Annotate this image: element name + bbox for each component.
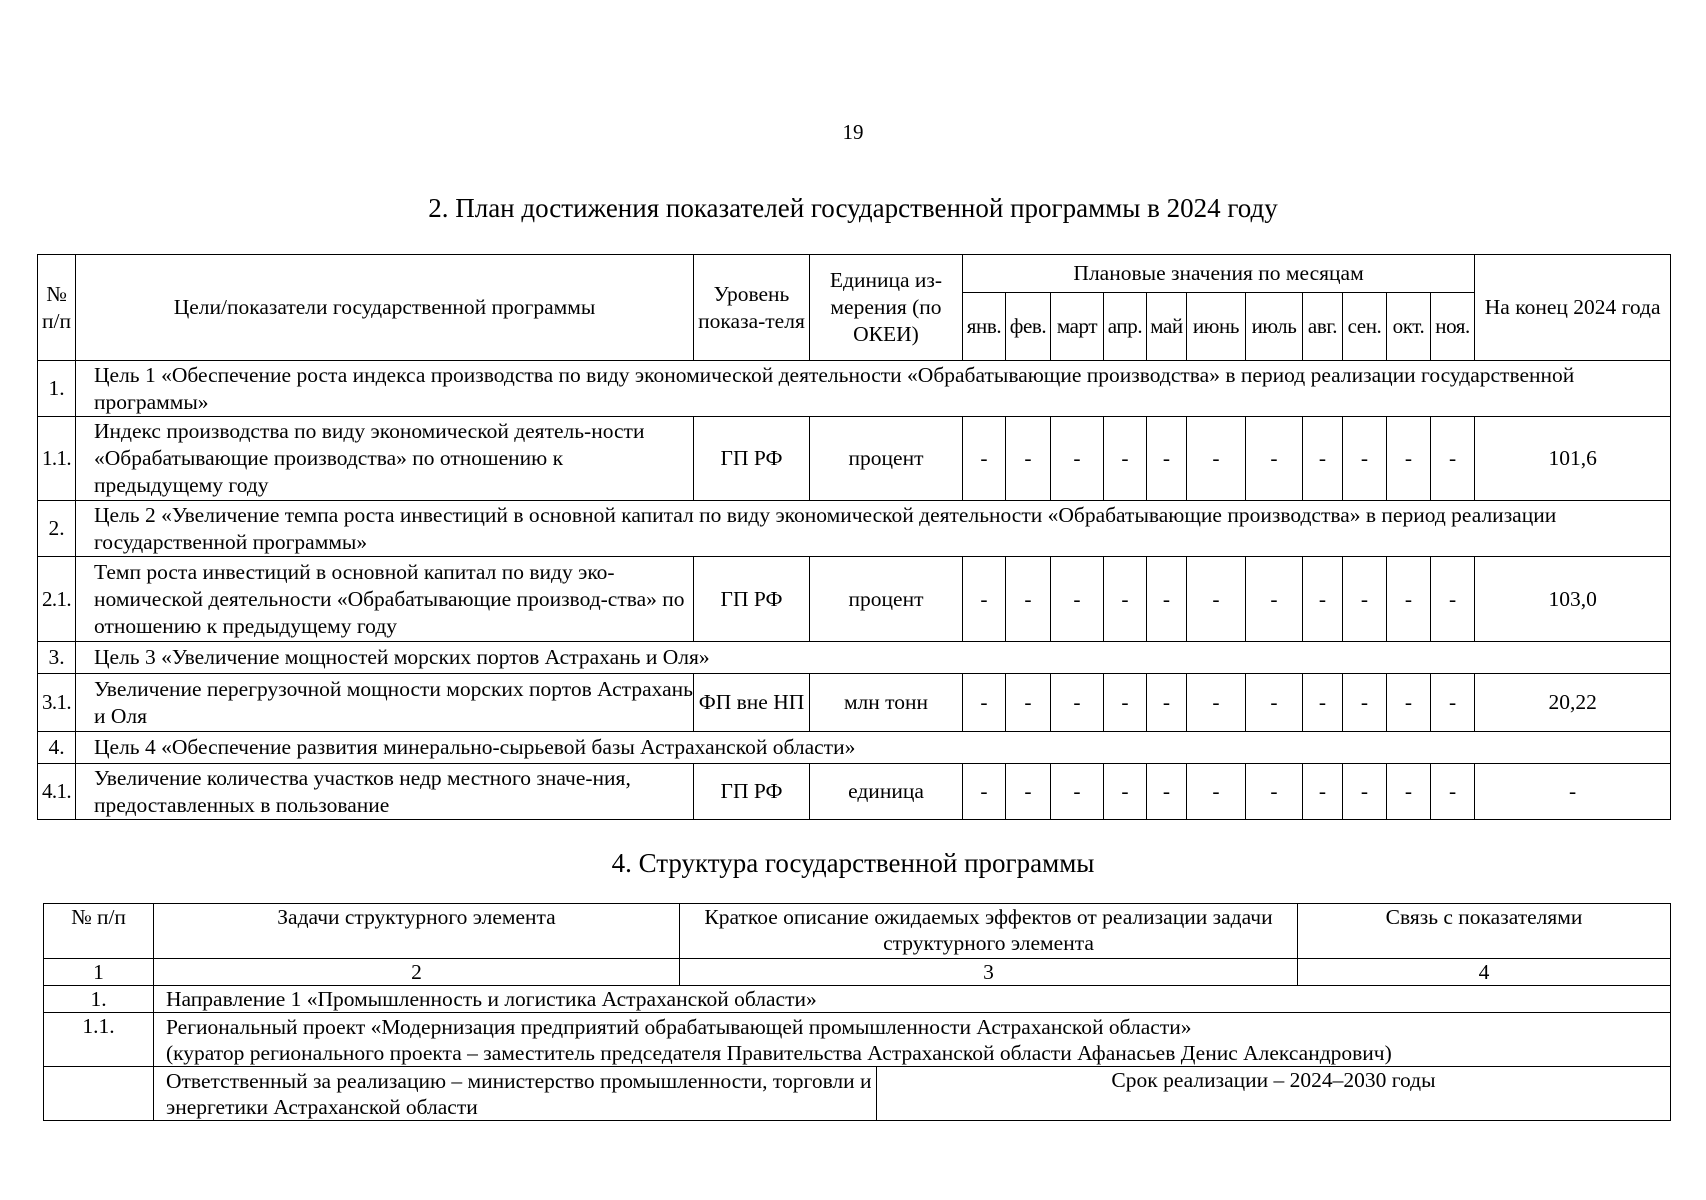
col-number: 1 — [44, 959, 154, 986]
goal-text: Цель 4 «Обеспечение развития минерально-сырьевой базы Астраханской области» — [76, 732, 1671, 764]
month-value: - — [1104, 417, 1147, 501]
month-value: - — [1387, 557, 1431, 642]
header-month: май — [1147, 293, 1187, 361]
header-year-end: На конец 2024 года — [1475, 255, 1671, 361]
indicator-row — [38, 764, 1671, 820]
indicator-name: Увеличение количества участков недр местного значе-ния, предоставленных в пользование — [76, 764, 694, 820]
month-value: - — [1387, 417, 1431, 501]
month-value: - — [1051, 557, 1104, 642]
indicator-unit: процент — [810, 557, 963, 642]
section4-title: 4. Структура государственной программы — [611, 848, 1095, 878]
month-value: - — [1343, 764, 1387, 820]
header-month: июль — [1246, 293, 1303, 361]
header-month: янв. — [963, 293, 1006, 361]
term-text: Срок реализации – 2024–2030 годы — [877, 1067, 1671, 1121]
indicator-level: ГП РФ — [694, 557, 810, 642]
header-link: Связь с показателями — [1298, 904, 1671, 959]
month-value: - — [1246, 764, 1303, 820]
month-value: - — [1147, 417, 1187, 501]
month-value: - — [1246, 557, 1303, 642]
row-num: 1. — [38, 361, 76, 417]
header-month: фев. — [1006, 293, 1051, 361]
goal-row — [38, 732, 1671, 764]
section2-title: 2. План достижения показателей государственной программы в 2024 году — [428, 193, 1278, 223]
indicator-row — [38, 417, 1671, 501]
month-value: - — [1246, 417, 1303, 501]
project-curator: (куратор регионального проекта – заместитель председателя Правительства Астраханской области Афанасьев Денис Александрович) — [166, 1040, 1392, 1065]
project-text — [154, 1013, 1671, 1067]
goal-text: Цель 3 «Увеличение мощностей морских портов Астрахань и Оля» — [76, 642, 1671, 674]
goal-row — [38, 642, 1671, 674]
month-value: - — [1006, 557, 1051, 642]
row-num: 3. — [38, 642, 76, 674]
indicator-row — [38, 674, 1671, 732]
year-end-value: 103,0 — [1475, 557, 1671, 642]
month-value: - — [1147, 557, 1187, 642]
month-value: - — [963, 417, 1006, 501]
header-month: апр. — [1104, 293, 1147, 361]
goal-text: Цель 2 «Увеличение темпа роста инвестиций в основной капитал по виду экономической деятельности «Обрабатывающие производства» в период реализации государственной программы» — [76, 501, 1671, 557]
month-value: - — [1343, 674, 1387, 732]
header-goals: Цели/показатели государственной программы — [76, 255, 694, 361]
col-number: 2 — [154, 959, 680, 986]
month-value: - — [1051, 764, 1104, 820]
year-end-value: 101,6 — [1475, 417, 1671, 501]
col-number: 3 — [680, 959, 1298, 986]
month-value: - — [1104, 764, 1147, 820]
indicator-level: ГП РФ — [694, 764, 810, 820]
row-num: 1. — [44, 986, 154, 1013]
header-num: № п/п — [44, 904, 154, 959]
month-value: - — [1303, 764, 1343, 820]
direction-text: Направление 1 «Промышленность и логистика Астраханской области» — [154, 986, 1671, 1013]
year-end-value: - — [1475, 764, 1671, 820]
month-value: - — [1431, 674, 1475, 732]
direction-row — [44, 986, 1671, 1013]
indicator-name: Индекс производства по виду экономической деятель-ности «Обрабатывающие производства» по отношению к предыдущему году — [76, 417, 694, 501]
month-value: - — [1051, 417, 1104, 501]
page-number: 19 — [842, 120, 864, 144]
month-value: - — [1343, 557, 1387, 642]
header-effects: Краткое описание ожидаемых эффектов от реализации задачи структурного элемента — [680, 904, 1298, 959]
project-row — [44, 1013, 1671, 1067]
goal-row — [38, 501, 1671, 557]
indicator-name: Увеличение перегрузочной мощности морских портов Астрахань и Оля — [76, 674, 694, 732]
month-value: - — [1006, 764, 1051, 820]
project-title: Региональный проект «Модернизация предприятий обрабатывающей промышленности Астраханской области» — [166, 1014, 1192, 1039]
responsible-row — [44, 1067, 1671, 1121]
row-num: 2. — [38, 501, 76, 557]
header-month: окт. — [1387, 293, 1431, 361]
indicator-unit: процент — [810, 417, 963, 501]
indicators-plan-table — [37, 254, 1671, 820]
header-month: июнь — [1187, 293, 1246, 361]
header-month: сен. — [1343, 293, 1387, 361]
header-level: Уровень показа-теля — [694, 255, 810, 361]
month-value: - — [1147, 764, 1187, 820]
month-value: - — [1187, 764, 1246, 820]
header-num: № п/п — [38, 255, 76, 361]
month-value: - — [1431, 557, 1475, 642]
month-value: - — [963, 557, 1006, 642]
row-num: 4. — [38, 732, 76, 764]
row-num: 4.1. — [38, 764, 76, 820]
empty-cell — [44, 1067, 154, 1121]
year-end-value: 20,22 — [1475, 674, 1671, 732]
month-value: - — [1187, 557, 1246, 642]
month-value: - — [1051, 674, 1104, 732]
indicator-unit: млн тонн — [810, 674, 963, 732]
month-value: - — [1431, 764, 1475, 820]
month-value: - — [1387, 764, 1431, 820]
month-value: - — [1246, 674, 1303, 732]
row-num: 1.1. — [44, 1013, 154, 1067]
row-num: 2.1. — [38, 557, 76, 642]
header-month: март — [1051, 293, 1104, 361]
header-month: ноя. — [1431, 293, 1475, 361]
month-value: - — [1303, 674, 1343, 732]
indicator-level: ФП вне НП — [694, 674, 810, 732]
row-num: 3.1. — [38, 674, 76, 732]
month-value: - — [1387, 674, 1431, 732]
month-value: - — [1006, 674, 1051, 732]
month-value: - — [1187, 674, 1246, 732]
month-value: - — [1431, 417, 1475, 501]
program-structure-table — [43, 903, 1671, 1121]
header-month: авг. — [1303, 293, 1343, 361]
header-unit: Единица из-мерения (по ОКЕИ) — [810, 255, 963, 361]
header-tasks: Задачи структурного элемента — [154, 904, 680, 959]
goal-row — [38, 361, 1671, 417]
header-monthly: Плановые значения по месяцам — [963, 255, 1475, 293]
responsible-text: Ответственный за реализацию – министерство промышленности, торговли и энергетики Астраханской области — [154, 1067, 877, 1121]
month-value: - — [1187, 417, 1246, 501]
row-num: 1.1. — [38, 417, 76, 501]
indicator-unit: единица — [810, 764, 963, 820]
col-number: 4 — [1298, 959, 1671, 986]
month-value: - — [963, 674, 1006, 732]
indicator-level: ГП РФ — [694, 417, 810, 501]
month-value: - — [1104, 674, 1147, 732]
indicator-row — [38, 557, 1671, 642]
month-value: - — [1104, 557, 1147, 642]
month-value: - — [963, 764, 1006, 820]
month-value: - — [1006, 417, 1051, 501]
month-value: - — [1147, 674, 1187, 732]
month-value: - — [1303, 417, 1343, 501]
month-value: - — [1343, 417, 1387, 501]
month-value: - — [1303, 557, 1343, 642]
goal-text: Цель 1 «Обеспечение роста индекса производства по виду экономической деятельности «Обрабатывающие производства» в период реализации государственной программы» — [76, 361, 1671, 417]
indicator-name: Темп роста инвестиций в основной капитал по виду эко-номической деятельности «Обрабатывающие производ-ства» по отношению к предыдущему году — [76, 557, 694, 642]
